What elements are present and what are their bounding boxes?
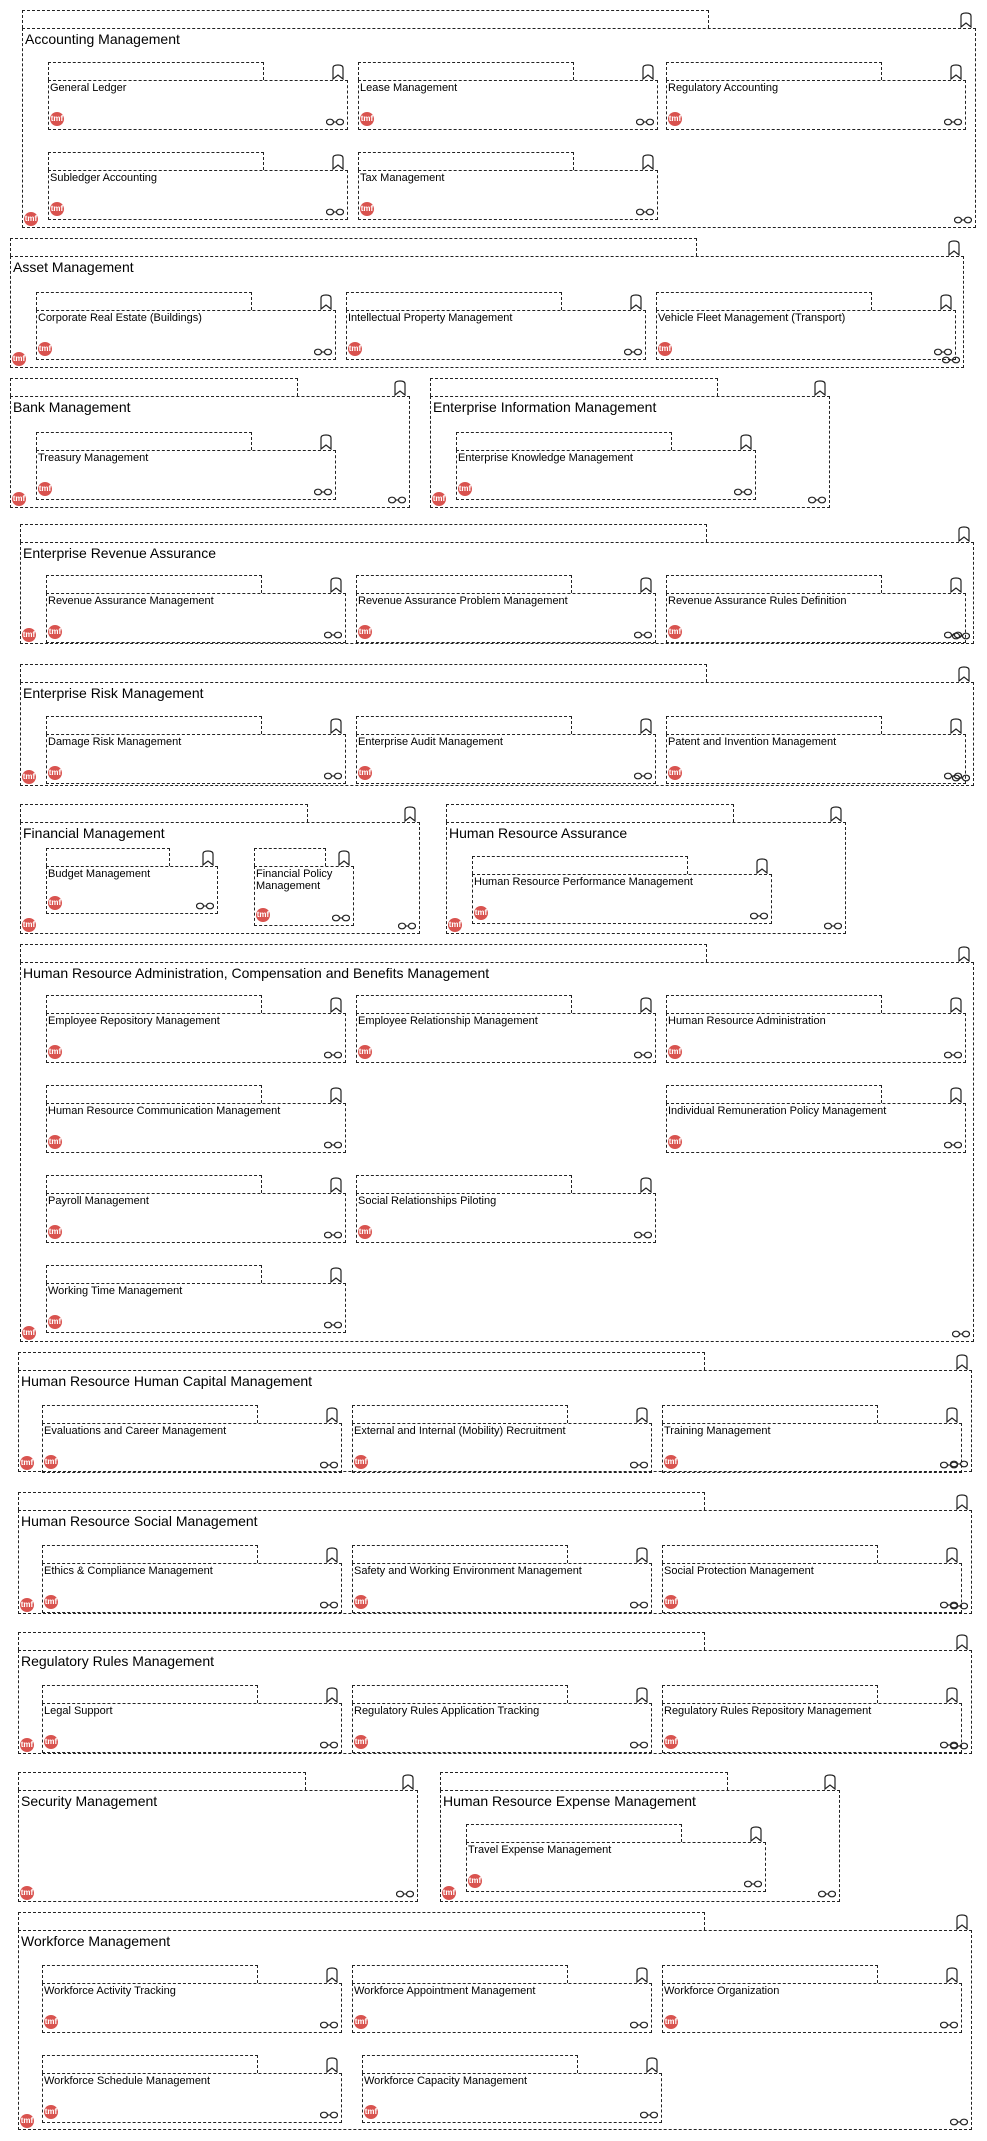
tmf-badge-icon: tmf: [354, 1595, 368, 1609]
component-tab: [666, 575, 882, 593]
bookmark-icon: [325, 1407, 339, 1423]
link-icon: [324, 1231, 342, 1239]
component-tab: [352, 1965, 568, 1983]
link-icon: [954, 216, 972, 224]
bookmark-icon: [645, 2057, 659, 2073]
tmf-badge-icon: tmf: [668, 766, 682, 780]
group-tab: [20, 804, 308, 822]
link-icon: [314, 488, 332, 496]
group-label: Bank Management: [13, 399, 131, 415]
component-label: Vehicle Fleet Management (Transport): [658, 312, 846, 324]
component-tab: [352, 1545, 568, 1563]
bookmark-icon: [331, 64, 345, 80]
component-label: Workforce Schedule Management: [44, 2075, 211, 2087]
tmf-badge-icon: tmf: [364, 2105, 378, 2119]
component-label: Human Resource Administration: [668, 1015, 826, 1027]
component-tab: [46, 575, 262, 593]
link-icon: [326, 208, 344, 216]
component-tab: [662, 1405, 878, 1423]
bookmark-icon: [393, 380, 407, 396]
component-label: Social Relationships Piloting: [358, 1195, 497, 1207]
link-icon: [320, 2021, 338, 2029]
bookmark-icon: [945, 1407, 959, 1423]
component-label: Payroll Management: [48, 1195, 149, 1207]
bookmark-icon: [629, 294, 643, 310]
component-label: Workforce Capacity Management: [364, 2075, 528, 2087]
component-tab: [42, 1685, 258, 1703]
group-label: Regulatory Rules Management: [21, 1653, 214, 1669]
bookmark-icon: [639, 577, 653, 593]
component-label: Legal Support: [44, 1705, 113, 1717]
link-icon: [634, 631, 652, 639]
bookmark-icon: [325, 2057, 339, 2073]
component-label: Revenue Assurance Management: [48, 595, 214, 607]
group-tab: [18, 1352, 705, 1370]
bookmark-icon: [639, 1177, 653, 1193]
bookmark-icon: [955, 1914, 969, 1930]
group-tab: [18, 1772, 306, 1790]
link-icon: [634, 1231, 652, 1239]
component-tab: [46, 716, 262, 734]
tmf-badge-icon: tmf: [38, 342, 52, 356]
group-label: Human Resource Social Management: [21, 1513, 258, 1529]
link-icon: [398, 922, 416, 930]
tmf-badge-icon: tmf: [50, 112, 64, 126]
component-label: Regulatory Rules Repository Management: [664, 1705, 872, 1717]
link-icon: [636, 118, 654, 126]
tmf-badge-icon: tmf: [48, 625, 62, 639]
link-icon: [940, 1461, 958, 1469]
tmf-badge-icon: tmf: [48, 766, 62, 780]
tmf-badge-icon: tmf: [668, 1135, 682, 1149]
link-icon: [320, 1461, 338, 1469]
bookmark-icon: [635, 1407, 649, 1423]
tmf-badge-icon: tmf: [448, 918, 462, 932]
group-tab: [18, 1492, 705, 1510]
bookmark-icon: [635, 1547, 649, 1563]
tmf-badge-icon: tmf: [360, 112, 374, 126]
component-label: Regulatory Rules Application Tracking: [354, 1705, 540, 1717]
component-tab: [42, 2055, 258, 2073]
tmf-badge-icon: tmf: [658, 342, 672, 356]
component-label: Social Protection Management: [664, 1565, 814, 1577]
link-icon: [324, 1051, 342, 1059]
tmf-badge-icon: tmf: [44, 2105, 58, 2119]
group-label: Financial Management: [23, 825, 165, 841]
bookmark-icon: [403, 806, 417, 822]
link-icon: [324, 1321, 342, 1329]
bookmark-icon: [949, 997, 963, 1013]
tmf-badge-icon: tmf: [664, 1455, 678, 1469]
link-icon: [952, 1330, 970, 1338]
bookmark-icon: [949, 1087, 963, 1103]
tmf-badge-icon: tmf: [22, 918, 36, 932]
component-tab: [666, 62, 882, 80]
tmf-badge-icon: tmf: [48, 1315, 62, 1329]
group-tab: [10, 238, 697, 256]
component-tab: [48, 152, 264, 170]
bookmark-icon: [639, 997, 653, 1013]
group-tab: [446, 804, 734, 822]
component-label: Human Resource Communication Management: [48, 1105, 281, 1117]
tmf-badge-icon: tmf: [358, 625, 372, 639]
link-icon: [630, 1741, 648, 1749]
group-label: Human Resource Administration, Compensation and Benefits Management: [23, 965, 490, 981]
bookmark-icon: [955, 1634, 969, 1650]
component-label: Workforce Activity Tracking: [44, 1985, 176, 1997]
group-tab: [440, 1772, 728, 1790]
link-icon: [320, 1741, 338, 1749]
tmf-badge-icon: tmf: [474, 906, 488, 920]
component-tab: [356, 1175, 572, 1193]
link-icon: [824, 922, 842, 930]
group-label: Security Management: [21, 1793, 158, 1809]
component-tab: [46, 1175, 262, 1193]
component-label: Employee Repository Management: [48, 1015, 220, 1027]
bookmark-icon: [949, 718, 963, 734]
tmf-badge-icon: tmf: [20, 1598, 34, 1612]
component-tab: [358, 62, 574, 80]
tmf-badge-icon: tmf: [48, 1045, 62, 1059]
link-icon: [324, 1141, 342, 1149]
link-icon: [818, 1890, 836, 1898]
bookmark-icon: [401, 1774, 415, 1790]
bookmark-icon: [329, 718, 343, 734]
link-icon: [808, 496, 826, 504]
tmf-badge-icon: tmf: [44, 1735, 58, 1749]
link-icon: [326, 118, 344, 126]
component-tab: [666, 995, 882, 1013]
tmf-badge-icon: tmf: [354, 1735, 368, 1749]
group-label: Asset Management: [13, 259, 134, 275]
bookmark-icon: [325, 1687, 339, 1703]
component-tab: [362, 2055, 578, 2073]
tmf-badge-icon: tmf: [20, 2114, 34, 2128]
component-tab: [48, 62, 264, 80]
component-tab: [346, 292, 562, 310]
tmf-badge-icon: tmf: [48, 896, 62, 910]
group-tab: [20, 664, 707, 682]
tmf-badge-icon: tmf: [354, 2015, 368, 2029]
component-label: Intellectual Property Management: [348, 312, 513, 324]
bookmark-icon: [955, 1494, 969, 1510]
bookmark-icon: [329, 1177, 343, 1193]
tmf-badge-icon: tmf: [20, 1456, 34, 1470]
link-icon: [196, 902, 214, 910]
tmf-badge-icon: tmf: [38, 482, 52, 496]
tmf-badge-icon: tmf: [12, 352, 26, 366]
link-icon: [636, 208, 654, 216]
link-icon: [630, 1601, 648, 1609]
tmf-badge-icon: tmf: [668, 1045, 682, 1059]
group-tab: [18, 1912, 705, 1930]
link-icon: [944, 631, 962, 639]
component-label: Travel Expense Management: [468, 1844, 612, 1856]
group-tab: [18, 1632, 705, 1650]
link-icon: [944, 118, 962, 126]
bookmark-icon: [949, 577, 963, 593]
link-icon: [940, 1601, 958, 1609]
bookmark-icon: [329, 1087, 343, 1103]
component-tab: [352, 1405, 568, 1423]
link-icon: [320, 2111, 338, 2119]
tmf-badge-icon: tmf: [24, 212, 38, 226]
component-tab: [466, 1824, 682, 1842]
component-tab: [456, 432, 672, 450]
group-label: Enterprise Revenue Assurance: [23, 545, 216, 561]
link-icon: [324, 772, 342, 780]
tmf-badge-icon: tmf: [468, 1874, 482, 1888]
group-label: Human Resource Expense Management: [443, 1793, 696, 1809]
tmf-badge-icon: tmf: [256, 908, 270, 922]
component-label: Revenue Assurance Rules Definition: [668, 595, 847, 607]
tmf-badge-icon: tmf: [48, 1135, 62, 1149]
group-label: Workforce Management: [21, 1933, 171, 1949]
bookmark-icon: [945, 1547, 959, 1563]
link-icon: [944, 1051, 962, 1059]
component-label: Damage Risk Management: [48, 736, 182, 748]
link-icon: [940, 1741, 958, 1749]
tmf-badge-icon: tmf: [664, 1735, 678, 1749]
link-icon: [624, 348, 642, 356]
link-icon: [734, 488, 752, 496]
group-label: Accounting Management: [25, 31, 180, 47]
component-tab: [358, 152, 574, 170]
component-label: Revenue Assurance Problem Management: [358, 595, 568, 607]
bookmark-icon: [829, 806, 843, 822]
tmf-badge-icon: tmf: [348, 342, 362, 356]
link-icon: [324, 631, 342, 639]
component-label: General Ledger: [50, 82, 127, 94]
bookmark-icon: [325, 1967, 339, 1983]
bookmark-icon: [337, 850, 351, 866]
bookmark-icon: [957, 946, 971, 962]
link-icon: [750, 912, 768, 920]
component-tab: [662, 1545, 878, 1563]
tmf-badge-icon: tmf: [668, 112, 682, 126]
link-icon: [314, 348, 332, 356]
tmf-badge-icon: tmf: [20, 1886, 34, 1900]
component-tab: [656, 292, 872, 310]
component-tab: [356, 575, 572, 593]
component-label: Financial Policy Management: [256, 868, 333, 893]
component-tab: [472, 856, 688, 874]
group-tab: [430, 378, 718, 396]
bookmark-icon: [319, 294, 333, 310]
component-label: Corporate Real Estate (Buildings): [38, 312, 202, 324]
bookmark-icon: [939, 294, 953, 310]
bookmark-icon: [641, 154, 655, 170]
bookmark-icon: [641, 64, 655, 80]
component-tab: [42, 1965, 258, 1983]
link-icon: [634, 772, 652, 780]
component-label: Human Resource Performance Management: [474, 876, 693, 888]
bookmark-icon: [955, 1354, 969, 1370]
component-label: Regulatory Accounting: [668, 82, 779, 94]
link-icon: [950, 2118, 968, 2126]
component-tab: [662, 1685, 878, 1703]
link-icon: [320, 1601, 338, 1609]
component-label: Patent and Invention Management: [668, 736, 837, 748]
component-label: Enterprise Knowledge Management: [458, 452, 633, 464]
tmf-badge-icon: tmf: [22, 628, 36, 642]
link-icon: [630, 1461, 648, 1469]
tmf-badge-icon: tmf: [48, 1225, 62, 1239]
component-tab: [352, 1685, 568, 1703]
component-label: Treasury Management: [38, 452, 149, 464]
bookmark-icon: [947, 240, 961, 256]
bookmark-icon: [635, 1967, 649, 1983]
component-tab: [36, 432, 252, 450]
component-tab: [42, 1405, 258, 1423]
component-label: External and Internal (Mobility) Recruitment: [354, 1425, 566, 1437]
tmf-badge-icon: tmf: [44, 1595, 58, 1609]
component-label: Individual Remuneration Policy Management: [668, 1105, 887, 1117]
tmf-badge-icon: tmf: [22, 1326, 36, 1340]
group-tab: [10, 378, 298, 396]
bookmark-icon: [755, 858, 769, 874]
component-tab: [356, 716, 572, 734]
tmf-badge-icon: tmf: [50, 202, 64, 216]
bookmark-icon: [635, 1687, 649, 1703]
bookmark-icon: [823, 1774, 837, 1790]
component-label: Budget Management: [48, 868, 151, 880]
group-tab: [20, 944, 707, 962]
link-icon: [332, 914, 350, 922]
link-icon: [944, 772, 962, 780]
group-label: Human Resource Assurance: [449, 825, 628, 841]
bookmark-icon: [201, 850, 215, 866]
component-tab: [46, 1085, 262, 1103]
group-label: Enterprise Information Management: [433, 399, 657, 415]
tmf-badge-icon: tmf: [458, 482, 472, 496]
component-label: Employee Relationship Management: [358, 1015, 538, 1027]
tmf-badge-icon: tmf: [664, 1595, 678, 1609]
link-icon: [940, 2021, 958, 2029]
bookmark-icon: [319, 434, 333, 450]
bookmark-icon: [813, 380, 827, 396]
bookmark-icon: [325, 1547, 339, 1563]
bookmark-icon: [949, 64, 963, 80]
tmf-badge-icon: tmf: [22, 770, 36, 784]
component-tab: [666, 716, 882, 734]
tmf-badge-icon: tmf: [360, 202, 374, 216]
component-tab: [36, 292, 252, 310]
bookmark-icon: [945, 1967, 959, 1983]
component-label: Workforce Appointment Management: [354, 1985, 536, 1997]
component-label: Ethics & Compliance Management: [44, 1565, 213, 1577]
link-icon: [634, 1051, 652, 1059]
tmf-badge-icon: tmf: [432, 492, 446, 506]
tmf-badge-icon: tmf: [442, 1886, 456, 1900]
component-label: Working Time Management: [48, 1285, 183, 1297]
component-tab: [46, 848, 170, 866]
component-label: Training Management: [664, 1425, 771, 1437]
bookmark-icon: [331, 154, 345, 170]
link-icon: [744, 1880, 762, 1888]
group-tab: [20, 524, 707, 542]
link-icon: [630, 2021, 648, 2029]
component-tab: [666, 1085, 882, 1103]
bookmark-icon: [959, 12, 973, 28]
component-tab: [46, 995, 262, 1013]
component-tab: [46, 1265, 262, 1283]
tmf-badge-icon: tmf: [354, 1455, 368, 1469]
tmf-badge-icon: tmf: [44, 1455, 58, 1469]
component-tab: [356, 995, 572, 1013]
link-icon: [388, 496, 406, 504]
tmf-badge-icon: tmf: [12, 492, 26, 506]
group-label: Human Resource Human Capital Management: [21, 1373, 313, 1389]
bookmark-icon: [329, 1267, 343, 1283]
component-tab: [254, 848, 326, 866]
tmf-badge-icon: tmf: [20, 1738, 34, 1752]
component-label: Subledger Accounting: [50, 172, 158, 184]
link-icon: [944, 1141, 962, 1149]
group-label: Enterprise Risk Management: [23, 685, 204, 701]
bookmark-icon: [329, 997, 343, 1013]
group-tab: [22, 10, 709, 28]
tmf-badge-icon: tmf: [358, 766, 372, 780]
bookmark-icon: [739, 434, 753, 450]
bookmark-icon: [639, 718, 653, 734]
component-label: Lease Management: [360, 82, 458, 94]
link-icon: [396, 1890, 414, 1898]
link-icon: [934, 348, 952, 356]
link-icon: [640, 2111, 658, 2119]
tmf-badge-icon: tmf: [358, 1225, 372, 1239]
component-tab: [662, 1965, 878, 1983]
component-label: Safety and Working Environment Management: [354, 1565, 582, 1577]
bookmark-icon: [329, 577, 343, 593]
bookmark-icon: [945, 1687, 959, 1703]
bookmark-icon: [957, 666, 971, 682]
tmf-badge-icon: tmf: [358, 1045, 372, 1059]
component-label: Enterprise Audit Management: [358, 736, 503, 748]
component-label: Workforce Organization: [664, 1985, 780, 1997]
component-tab: [42, 1545, 258, 1563]
tmf-badge-icon: tmf: [668, 625, 682, 639]
bookmark-icon: [749, 1826, 763, 1842]
tmf-badge-icon: tmf: [664, 2015, 678, 2029]
tmf-badge-icon: tmf: [44, 2015, 58, 2029]
component-label: Evaluations and Career Management: [44, 1425, 227, 1437]
component-label: Tax Management: [360, 172, 445, 184]
bookmark-icon: [957, 526, 971, 542]
